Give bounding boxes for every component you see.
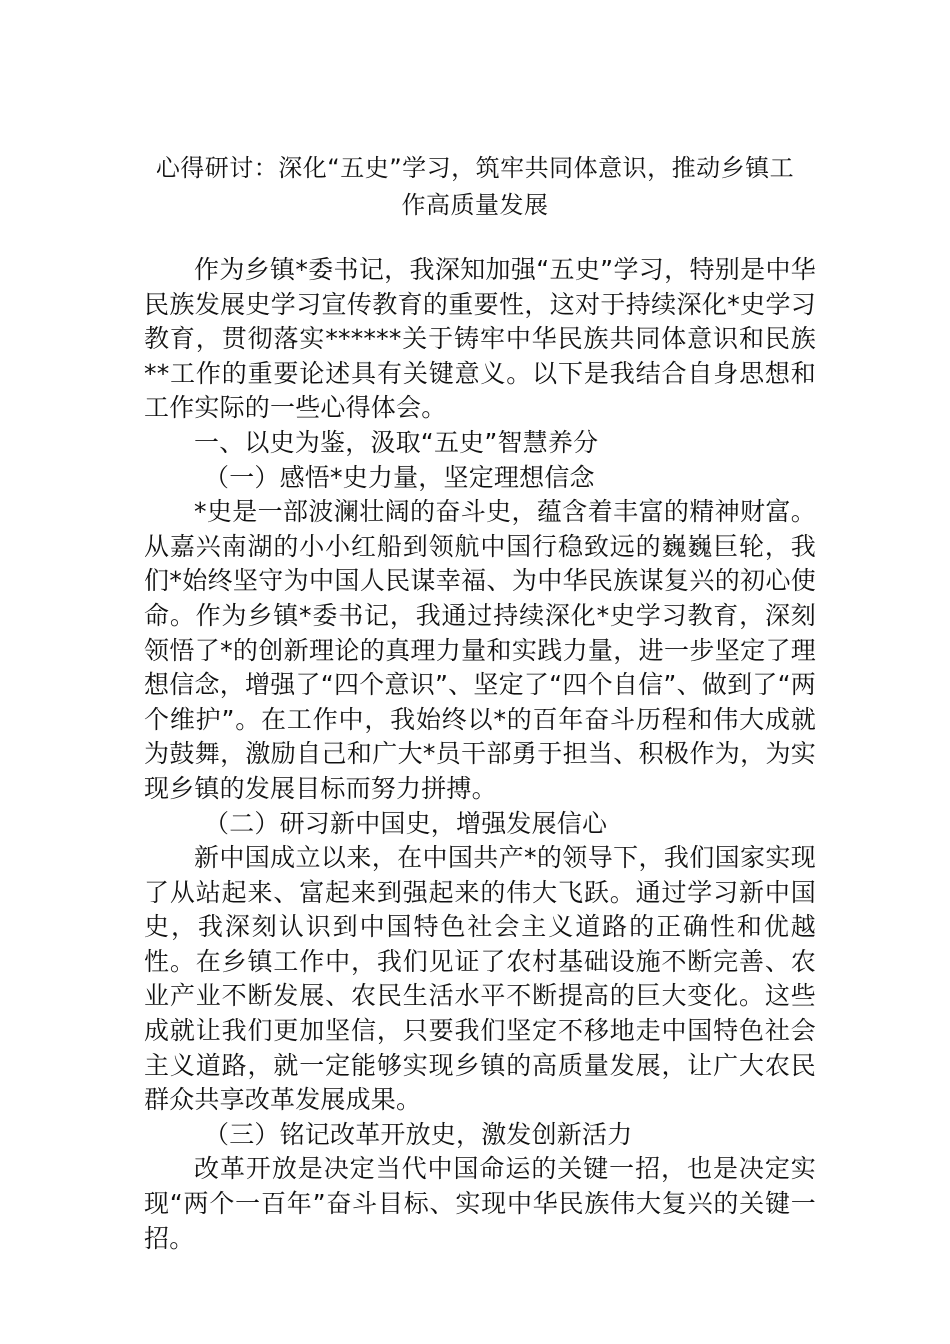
subsection-heading-3: （三）铭记改革开放史，激发创新活力 xyxy=(204,1119,633,1149)
title-line-2: 作高质量发展 xyxy=(401,191,549,219)
document-body xyxy=(144,253,816,1256)
subsection-heading-1: （一）感悟*史力量，坚定理想信念 xyxy=(204,462,595,492)
body-paragraph: 改革开放是决定当代中国命运的关键一招，也是决定实现“两个一百年”奋斗目标、实现中华民族伟大复兴的关键一招。 xyxy=(144,1154,816,1253)
subsection-heading-2: （二）研习新中国史，增强发展信心 xyxy=(204,808,608,838)
intro-paragraph: 作为乡镇*委书记，我深知加强“五史”学习，特别是中华民族发展史学习宣传教育的重要性，这对于持续深化*史学习教育，贯彻落实******关于铸牢中华民族共同体意识和民族**工作的重要论述具有关键意义。以下是我结合自身思想和工作实际的一些心得体会。 xyxy=(144,255,816,423)
body-paragraph: *史是一部波澜壮阔的奋斗史，蕴含着丰富的精神财富。从嘉兴南湖的小小红船到领航中国行稳致远的巍巍巨轮，我们*始终坚守为中国人民谋幸福、为中华民族谋复兴的初心使命。作为乡镇*委书记，我通过持续深化*史学习教育，深刻领悟了*的创新理论的真理力量和实践力量，进一步坚定了理想信念，增强了“四个意识”、坚定了“四个自信”、做到了“两个维护”。在工作中，我始终以*的百年奋斗历程和伟大成就为鼓舞，激励自己和广大*员干部勇于担当、积极作为，为实现乡镇的发展目标而努力拼搏。 xyxy=(144,497,816,803)
document-title xyxy=(140,150,810,224)
body-paragraph: 新中国成立以来，在中国共产*的领导下，我们国家实现了从站起来、富起来到强起来的伟大飞跃。通过学习新中国史，我深刻认识到中国特色社会主义道路的正确性和优越性。在乡镇工作中，我们见证了农村基础设施不断完善、农业产业不断发展、农民生活水平不断提高的巨大变化。这些成就让我们更加坚信，只要我们坚定不移地走中国特色社会主义道路，就一定能够实现乡镇的高质量发展，让广大农民群众共享改革发展成果。 xyxy=(144,843,816,1115)
section-heading-1: 一、以史为鉴，汲取“五史”智慧养分 xyxy=(194,427,599,457)
title-line-1: 心得研讨：深化“五史”学习，筑牢共同体意识，推动乡镇工 xyxy=(155,154,795,182)
